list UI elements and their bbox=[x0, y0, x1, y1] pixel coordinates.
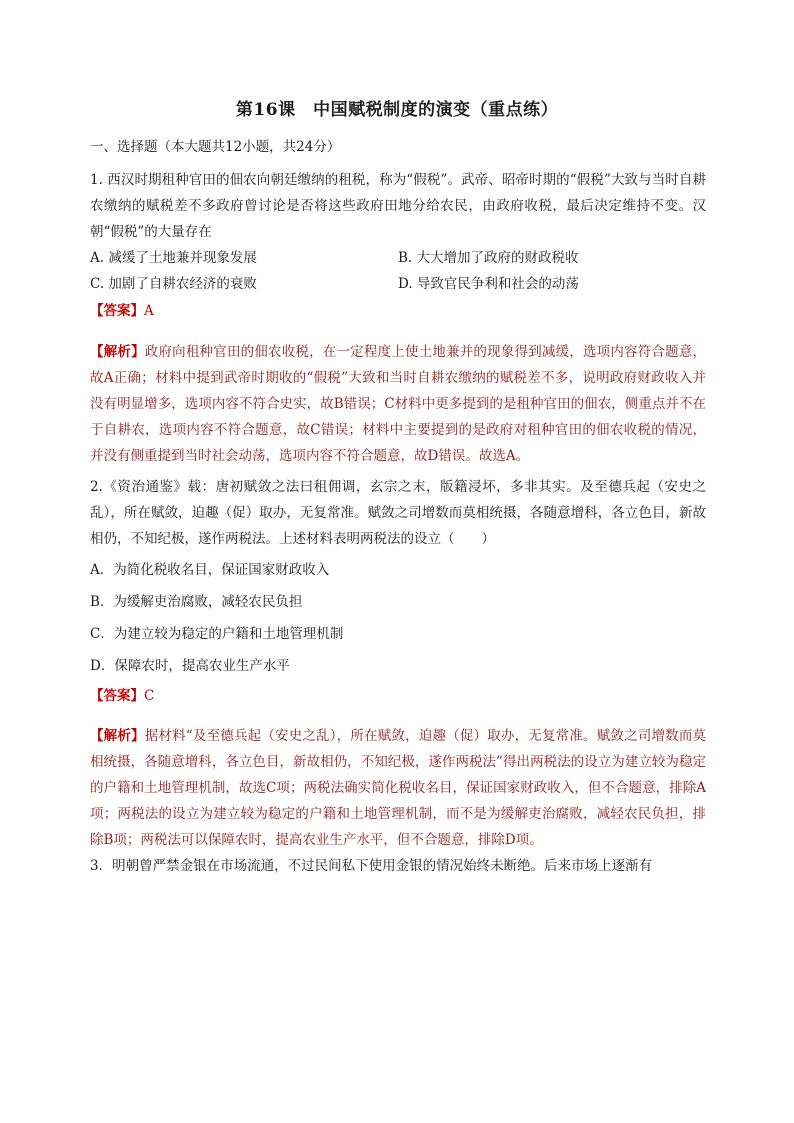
question-3 bbox=[90, 853, 706, 879]
question-stem: 3．明朝曾严禁金银在市场流通，不过民间私下使用金银的情况始终未断绝。后来市场上逐渐有 bbox=[90, 858, 653, 874]
analysis-text: 据材料“及至德兵起（安史之乱），所在赋敛，迫趣（促）取办，无复常准。赋敛之司增数而莫相统摄，各随意增科，各立色目，新故相仍，不知纪极，遂作两税法”得出两税法的设立为建立较为稳定的户籍和土地管理机制，故选C项；两税法确实简化税收名目，保证国家财政收入，但不合题意，排除A项；两税法的设立为建立较为稳定的户籍和土地管理机制，而不是为缓解吏治腐败，减轻农民负担，排除B项；两税法可以保障农时，提高农业生产水平，但不合题意，排除D项。 bbox=[90, 728, 707, 848]
answer-line bbox=[90, 682, 706, 710]
section-header: 一、选择题（本大题共12小题，共24分） bbox=[90, 139, 341, 155]
answer-line bbox=[90, 297, 706, 325]
option-d: D．保障农时，提高农业生产水平 bbox=[90, 657, 290, 674]
document-body bbox=[90, 137, 706, 879]
option-b: B. 大大增加了政府的财政税收 bbox=[398, 250, 579, 266]
page-title: 第16课 中国赋税制度的演变（重点练） bbox=[235, 100, 559, 120]
option-c: C．为建立较为稳定的户籍和土地管理机制 bbox=[90, 625, 344, 642]
question-2 bbox=[90, 474, 706, 854]
analysis-paragraph bbox=[90, 723, 706, 853]
analysis-paragraph bbox=[90, 339, 706, 469]
answer-tag: 【答案】 bbox=[90, 303, 144, 319]
option-b: B．为缓解吏治腐败，减轻农民负担 bbox=[90, 593, 303, 610]
analysis-tag: 【解析】 bbox=[90, 728, 145, 744]
options-list bbox=[90, 554, 706, 682]
answer-value: A bbox=[144, 303, 154, 319]
option-a: A. 减缓了土地兼并现象发展 bbox=[90, 250, 257, 266]
analysis-tag: 【解析】 bbox=[90, 343, 145, 360]
question-stem: 1. 西汉时期租种官田的佃农向朝廷缴纳的租税，称为“假税”。武帝、昭帝时期的“假税”大致与当时自耕农缴纳的赋税差不多政府曾讨论是否将这些政府田地分给农民，由政府收税，最后决定维持不变。汉朝“假税”的大量存在 bbox=[90, 172, 706, 240]
question-1 bbox=[90, 167, 706, 469]
option-d: D. 导致官民争利和社会的动荡 bbox=[398, 276, 579, 292]
question-stem: 2.《资治通鉴》载：唐初赋敛之法曰租佣调，玄宗之末，版籍浸坏，多非其实。及至德兵起（安史之乱），所在赋敛，迫趣（促）取办，无复常准。赋敛之司增数而莫相统摄，各随意增科，各立色目，新故相仍，不知纪极，遂作两税法。上述材料表明两税法的设立（ ） bbox=[90, 478, 706, 547]
answer-value: C bbox=[144, 687, 155, 704]
options-list bbox=[90, 245, 706, 297]
option-a: A．为简化税收名目，保证国家财政收入 bbox=[90, 561, 330, 578]
answer-tag: 【答案】 bbox=[90, 687, 144, 704]
option-c: C. 加剧了自耕农经济的衰败 bbox=[90, 276, 257, 292]
analysis-text: 政府向租种官田的佃农收税，在一定程度上使土地兼并的现象得到减缓，选项内容符合题意，故A正确；材料中提到武帝时期收的“假税”大致和当时自耕农缴纳的赋税差不多，说明政府财政收入并没有明显增多，选项内容不符合史实，故B错误；C材料中更多提到的是租种官田的佃农，侧重点并不在于自耕农，选项内容不符合题意，故C错误；材料中主要提到的是政府对租种官田的佃农收税的情况，并没有侧重提到当时社会动荡，选项内容不符合题意，故D错误。故选A。 bbox=[90, 343, 707, 464]
